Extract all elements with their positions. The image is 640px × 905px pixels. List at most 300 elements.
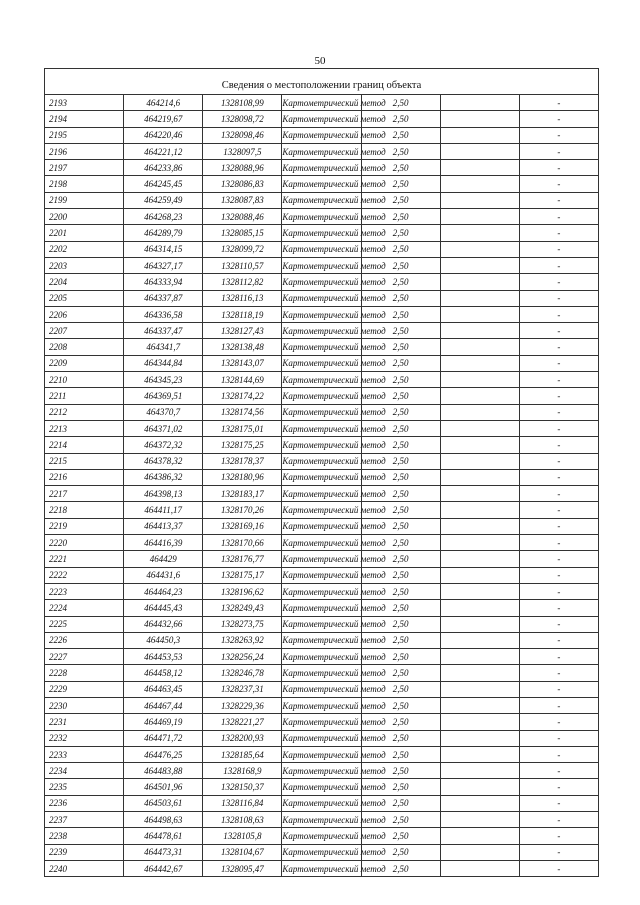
point-number-cell: 2219: [45, 518, 124, 534]
y-coordinate-cell: 1328170,66: [203, 535, 282, 551]
empty-cell: [440, 583, 519, 599]
x-coordinate-cell: 464386,32: [124, 469, 203, 485]
table-row: [45, 551, 599, 567]
x-coordinate-cell: 464432,66: [124, 616, 203, 632]
x-coordinate-cell: 464221,12: [124, 143, 203, 159]
description-cell: -: [519, 730, 598, 746]
table-row: [45, 257, 599, 273]
accuracy-cell: 2,50: [361, 111, 440, 127]
x-coordinate-cell: 464314,15: [124, 241, 203, 257]
boundary-coordinates-table: [44, 68, 599, 877]
table-row: [45, 632, 599, 648]
empty-cell: [440, 649, 519, 665]
y-coordinate-cell: 1328144,69: [203, 372, 282, 388]
x-coordinate-cell: 464413,37: [124, 518, 203, 534]
point-number-cell: 2230: [45, 697, 124, 713]
x-coordinate-cell: 464469,19: [124, 714, 203, 730]
empty-cell: [440, 681, 519, 697]
x-coordinate-cell: 464370,7: [124, 404, 203, 420]
point-number-cell: 2228: [45, 665, 124, 681]
accuracy-cell: 2,50: [361, 746, 440, 762]
method-cell: Картометрический метод: [282, 257, 361, 273]
method-cell: Картометрический метод: [282, 388, 361, 404]
accuracy-cell: 2,50: [361, 355, 440, 371]
empty-cell: [440, 567, 519, 583]
point-number-cell: 2198: [45, 176, 124, 192]
method-cell: Картометрический метод: [282, 209, 361, 225]
accuracy-cell: 2,50: [361, 225, 440, 241]
accuracy-cell: 2,50: [361, 160, 440, 176]
y-coordinate-cell: 1328174,56: [203, 404, 282, 420]
method-cell: Картометрический метод: [282, 420, 361, 436]
table-row: [45, 583, 599, 599]
description-cell: -: [519, 404, 598, 420]
table-row: [45, 209, 599, 225]
description-cell: -: [519, 290, 598, 306]
table-row: [45, 143, 599, 159]
accuracy-cell: 2,50: [361, 714, 440, 730]
y-coordinate-cell: 1328249,43: [203, 600, 282, 616]
point-number-cell: 2208: [45, 339, 124, 355]
x-coordinate-cell: 464473,31: [124, 844, 203, 860]
accuracy-cell: 2,50: [361, 437, 440, 453]
y-coordinate-cell: 1328196,62: [203, 583, 282, 599]
accuracy-cell: 2,50: [361, 649, 440, 665]
y-coordinate-cell: 1328256,24: [203, 649, 282, 665]
y-coordinate-cell: 1328088,46: [203, 209, 282, 225]
accuracy-cell: 2,50: [361, 779, 440, 795]
empty-cell: [440, 274, 519, 290]
point-number-cell: 2226: [45, 632, 124, 648]
accuracy-cell: 2,50: [361, 420, 440, 436]
x-coordinate-cell: 464503,61: [124, 795, 203, 811]
x-coordinate-cell: 464214,6: [124, 95, 203, 111]
empty-cell: [440, 795, 519, 811]
empty-cell: [440, 111, 519, 127]
table-row: [45, 274, 599, 290]
method-cell: Картометрический метод: [282, 404, 361, 420]
description-cell: -: [519, 763, 598, 779]
description-cell: -: [519, 551, 598, 567]
empty-cell: [440, 209, 519, 225]
description-cell: -: [519, 486, 598, 502]
accuracy-cell: 2,50: [361, 290, 440, 306]
x-coordinate-cell: 464416,39: [124, 535, 203, 551]
table-row: [45, 828, 599, 844]
method-cell: Картометрический метод: [282, 600, 361, 616]
point-number-cell: 2196: [45, 143, 124, 159]
accuracy-cell: 2,50: [361, 306, 440, 322]
description-cell: -: [519, 469, 598, 485]
description-cell: -: [519, 143, 598, 159]
method-cell: Картометрический метод: [282, 372, 361, 388]
x-coordinate-cell: 464220,46: [124, 127, 203, 143]
x-coordinate-cell: 464268,23: [124, 209, 203, 225]
accuracy-cell: 2,50: [361, 274, 440, 290]
description-cell: -: [519, 860, 598, 876]
y-coordinate-cell: 1328099,72: [203, 241, 282, 257]
method-cell: Картометрический метод: [282, 502, 361, 518]
y-coordinate-cell: 1328116,84: [203, 795, 282, 811]
accuracy-cell: 2,50: [361, 486, 440, 502]
description-cell: -: [519, 388, 598, 404]
empty-cell: [440, 160, 519, 176]
accuracy-cell: 2,50: [361, 453, 440, 469]
method-cell: Картометрический метод: [282, 95, 361, 111]
table-row: [45, 844, 599, 860]
table-row: [45, 763, 599, 779]
empty-cell: [440, 143, 519, 159]
point-number-cell: 2204: [45, 274, 124, 290]
point-number-cell: 2227: [45, 649, 124, 665]
table-row: [45, 649, 599, 665]
x-coordinate-cell: 464345,23: [124, 372, 203, 388]
empty-cell: [440, 616, 519, 632]
description-cell: -: [519, 355, 598, 371]
empty-cell: [440, 730, 519, 746]
accuracy-cell: 2,50: [361, 665, 440, 681]
point-number-cell: 2231: [45, 714, 124, 730]
accuracy-cell: 2,50: [361, 795, 440, 811]
y-coordinate-cell: 1328127,43: [203, 323, 282, 339]
table-row: [45, 779, 599, 795]
method-cell: Картометрический метод: [282, 355, 361, 371]
method-cell: Картометрический метод: [282, 697, 361, 713]
description-cell: -: [519, 600, 598, 616]
accuracy-cell: 2,50: [361, 632, 440, 648]
point-number-cell: 2217: [45, 486, 124, 502]
x-coordinate-cell: 464498,63: [124, 812, 203, 828]
x-coordinate-cell: 464341,7: [124, 339, 203, 355]
x-coordinate-cell: 464327,17: [124, 257, 203, 273]
method-cell: Картометрический метод: [282, 632, 361, 648]
accuracy-cell: 2,50: [361, 730, 440, 746]
point-number-cell: 2215: [45, 453, 124, 469]
y-coordinate-cell: 1328105,8: [203, 828, 282, 844]
description-cell: -: [519, 714, 598, 730]
y-coordinate-cell: 1328143,07: [203, 355, 282, 371]
point-number-cell: 2232: [45, 730, 124, 746]
point-number-cell: 2221: [45, 551, 124, 567]
y-coordinate-cell: 1328178,37: [203, 453, 282, 469]
description-cell: -: [519, 812, 598, 828]
point-number-cell: 2235: [45, 779, 124, 795]
y-coordinate-cell: 1328176,77: [203, 551, 282, 567]
accuracy-cell: 2,50: [361, 763, 440, 779]
point-number-cell: 2207: [45, 323, 124, 339]
spacer-cell: [45, 69, 599, 78]
description-cell: -: [519, 795, 598, 811]
accuracy-cell: 2,50: [361, 583, 440, 599]
y-coordinate-cell: 1328116,13: [203, 290, 282, 306]
point-number-cell: 2209: [45, 355, 124, 371]
method-cell: Картометрический метод: [282, 844, 361, 860]
x-coordinate-cell: 464245,45: [124, 176, 203, 192]
x-coordinate-cell: 464289,79: [124, 225, 203, 241]
accuracy-cell: 2,50: [361, 323, 440, 339]
method-cell: Картометрический метод: [282, 453, 361, 469]
accuracy-cell: 2,50: [361, 828, 440, 844]
y-coordinate-cell: 1328098,72: [203, 111, 282, 127]
table-row: [45, 339, 599, 355]
method-cell: Картометрический метод: [282, 290, 361, 306]
empty-cell: [440, 306, 519, 322]
point-number-cell: 2206: [45, 306, 124, 322]
point-number-cell: 2223: [45, 583, 124, 599]
x-coordinate-cell: 464344,84: [124, 355, 203, 371]
table-row: [45, 600, 599, 616]
empty-cell: [440, 518, 519, 534]
empty-cell: [440, 388, 519, 404]
point-number-cell: 2220: [45, 535, 124, 551]
y-coordinate-cell: 1328104,67: [203, 844, 282, 860]
description-cell: -: [519, 681, 598, 697]
x-coordinate-cell: 464372,32: [124, 437, 203, 453]
empty-cell: [440, 535, 519, 551]
description-cell: -: [519, 828, 598, 844]
x-coordinate-cell: 464259,49: [124, 192, 203, 208]
x-coordinate-cell: 464337,87: [124, 290, 203, 306]
empty-cell: [440, 290, 519, 306]
x-coordinate-cell: 464333,94: [124, 274, 203, 290]
method-cell: Картометрический метод: [282, 795, 361, 811]
method-cell: Картометрический метод: [282, 616, 361, 632]
empty-cell: [440, 812, 519, 828]
table-row: [45, 665, 599, 681]
accuracy-cell: 2,50: [361, 95, 440, 111]
y-coordinate-cell: 1328246,78: [203, 665, 282, 681]
point-number-cell: 2224: [45, 600, 124, 616]
accuracy-cell: 2,50: [361, 257, 440, 273]
method-cell: Картометрический метод: [282, 860, 361, 876]
x-coordinate-cell: 464442,67: [124, 860, 203, 876]
accuracy-cell: 2,50: [361, 600, 440, 616]
x-coordinate-cell: 464445,43: [124, 600, 203, 616]
table-top-spacer: [45, 69, 599, 78]
method-cell: Картометрический метод: [282, 111, 361, 127]
description-cell: -: [519, 160, 598, 176]
table-row: [45, 812, 599, 828]
method-cell: Картометрический метод: [282, 535, 361, 551]
method-cell: Картометрический метод: [282, 551, 361, 567]
table-row: [45, 486, 599, 502]
description-cell: -: [519, 779, 598, 795]
empty-cell: [440, 127, 519, 143]
point-number-cell: 2202: [45, 241, 124, 257]
y-coordinate-cell: 1328108,99: [203, 95, 282, 111]
x-coordinate-cell: 464463,45: [124, 681, 203, 697]
description-cell: -: [519, 844, 598, 860]
empty-cell: [440, 225, 519, 241]
description-cell: -: [519, 518, 598, 534]
description-cell: -: [519, 535, 598, 551]
description-cell: -: [519, 274, 598, 290]
method-cell: Картометрический метод: [282, 746, 361, 762]
empty-cell: [440, 486, 519, 502]
empty-cell: [440, 437, 519, 453]
table-row: [45, 241, 599, 257]
point-number-cell: 2239: [45, 844, 124, 860]
description-cell: -: [519, 127, 598, 143]
x-coordinate-cell: 464429: [124, 551, 203, 567]
x-coordinate-cell: 464411,17: [124, 502, 203, 518]
accuracy-cell: 2,50: [361, 502, 440, 518]
table-row: [45, 388, 599, 404]
point-number-cell: 2213: [45, 420, 124, 436]
method-cell: Картометрический метод: [282, 828, 361, 844]
point-number-cell: 2238: [45, 828, 124, 844]
point-number-cell: 2195: [45, 127, 124, 143]
y-coordinate-cell: 1328112,82: [203, 274, 282, 290]
y-coordinate-cell: 1328221,27: [203, 714, 282, 730]
method-cell: Картометрический метод: [282, 779, 361, 795]
method-cell: Картометрический метод: [282, 763, 361, 779]
x-coordinate-cell: 464378,32: [124, 453, 203, 469]
y-coordinate-cell: 1328175,25: [203, 437, 282, 453]
x-coordinate-cell: 464478,61: [124, 828, 203, 844]
accuracy-cell: 2,50: [361, 860, 440, 876]
table-row: [45, 111, 599, 127]
y-coordinate-cell: 1328168,9: [203, 763, 282, 779]
y-coordinate-cell: 1328086,83: [203, 176, 282, 192]
accuracy-cell: 2,50: [361, 535, 440, 551]
empty-cell: [440, 404, 519, 420]
point-number-cell: 2225: [45, 616, 124, 632]
accuracy-cell: 2,50: [361, 176, 440, 192]
method-cell: Картометрический метод: [282, 323, 361, 339]
empty-cell: [440, 95, 519, 111]
accuracy-cell: 2,50: [361, 127, 440, 143]
y-coordinate-cell: 1328108,63: [203, 812, 282, 828]
table-row: [45, 518, 599, 534]
description-cell: -: [519, 306, 598, 322]
point-number-cell: 2212: [45, 404, 124, 420]
y-coordinate-cell: 1328263,92: [203, 632, 282, 648]
y-coordinate-cell: 1328150,37: [203, 779, 282, 795]
method-cell: Картометрический метод: [282, 518, 361, 534]
empty-cell: [440, 763, 519, 779]
description-cell: -: [519, 746, 598, 762]
description-cell: -: [519, 323, 598, 339]
x-coordinate-cell: 464337,47: [124, 323, 203, 339]
empty-cell: [440, 714, 519, 730]
point-number-cell: 2234: [45, 763, 124, 779]
point-number-cell: 2193: [45, 95, 124, 111]
method-cell: Картометрический метод: [282, 225, 361, 241]
page-number: 50: [314, 55, 326, 67]
x-coordinate-cell: 464464,23: [124, 583, 203, 599]
y-coordinate-cell: 1328175,17: [203, 567, 282, 583]
description-cell: -: [519, 176, 598, 192]
description-cell: -: [519, 632, 598, 648]
method-cell: Картометрический метод: [282, 306, 361, 322]
table-row: [45, 469, 599, 485]
description-cell: -: [519, 257, 598, 273]
point-number-cell: 2203: [45, 257, 124, 273]
description-cell: -: [519, 453, 598, 469]
method-cell: Картометрический метод: [282, 339, 361, 355]
table-row: [45, 567, 599, 583]
x-coordinate-cell: 464476,25: [124, 746, 203, 762]
description-cell: -: [519, 95, 598, 111]
empty-cell: [440, 828, 519, 844]
table-row: [45, 746, 599, 762]
y-coordinate-cell: 1328273,75: [203, 616, 282, 632]
point-number-cell: 2233: [45, 746, 124, 762]
y-coordinate-cell: 1328200,93: [203, 730, 282, 746]
y-coordinate-cell: 1328180,96: [203, 469, 282, 485]
y-coordinate-cell: 1328183,17: [203, 486, 282, 502]
empty-cell: [440, 746, 519, 762]
method-cell: Картометрический метод: [282, 143, 361, 159]
y-coordinate-cell: 1328185,64: [203, 746, 282, 762]
method-cell: Картометрический метод: [282, 812, 361, 828]
table-caption-row: [45, 77, 599, 95]
method-cell: Картометрический метод: [282, 437, 361, 453]
y-coordinate-cell: 1328110,57: [203, 257, 282, 273]
y-coordinate-cell: 1328237,31: [203, 681, 282, 697]
y-coordinate-cell: 1328088,96: [203, 160, 282, 176]
empty-cell: [440, 420, 519, 436]
accuracy-cell: 2,50: [361, 404, 440, 420]
x-coordinate-cell: 464219,67: [124, 111, 203, 127]
method-cell: Картометрический метод: [282, 649, 361, 665]
x-coordinate-cell: 464371,02: [124, 420, 203, 436]
description-cell: -: [519, 209, 598, 225]
empty-cell: [440, 176, 519, 192]
method-cell: Картометрический метод: [282, 665, 361, 681]
empty-cell: [440, 257, 519, 273]
accuracy-cell: 2,50: [361, 143, 440, 159]
y-coordinate-cell: 1328138,48: [203, 339, 282, 355]
empty-cell: [440, 372, 519, 388]
x-coordinate-cell: 464336,58: [124, 306, 203, 322]
accuracy-cell: 2,50: [361, 388, 440, 404]
method-cell: Картометрический метод: [282, 714, 361, 730]
accuracy-cell: 2,50: [361, 372, 440, 388]
y-coordinate-cell: 1328118,19: [203, 306, 282, 322]
description-cell: -: [519, 567, 598, 583]
point-number-cell: 2199: [45, 192, 124, 208]
empty-cell: [440, 860, 519, 876]
accuracy-cell: 2,50: [361, 812, 440, 828]
point-number-cell: 2240: [45, 860, 124, 876]
table-row: [45, 453, 599, 469]
empty-cell: [440, 339, 519, 355]
method-cell: Картометрический метод: [282, 127, 361, 143]
point-number-cell: 2216: [45, 469, 124, 485]
accuracy-cell: 2,50: [361, 844, 440, 860]
x-coordinate-cell: 464467,44: [124, 697, 203, 713]
method-cell: Картометрический метод: [282, 583, 361, 599]
y-coordinate-cell: 1328170,26: [203, 502, 282, 518]
x-coordinate-cell: 464483,88: [124, 763, 203, 779]
description-cell: -: [519, 225, 598, 241]
table-row: [45, 372, 599, 388]
table-row: [45, 437, 599, 453]
table-row: [45, 290, 599, 306]
empty-cell: [440, 469, 519, 485]
y-coordinate-cell: 1328098,46: [203, 127, 282, 143]
method-cell: Картометрический метод: [282, 160, 361, 176]
empty-cell: [440, 551, 519, 567]
point-number-cell: 2194: [45, 111, 124, 127]
point-number-cell: 2214: [45, 437, 124, 453]
description-cell: -: [519, 241, 598, 257]
method-cell: Картометрический метод: [282, 730, 361, 746]
x-coordinate-cell: 464453,53: [124, 649, 203, 665]
table-row: [45, 616, 599, 632]
